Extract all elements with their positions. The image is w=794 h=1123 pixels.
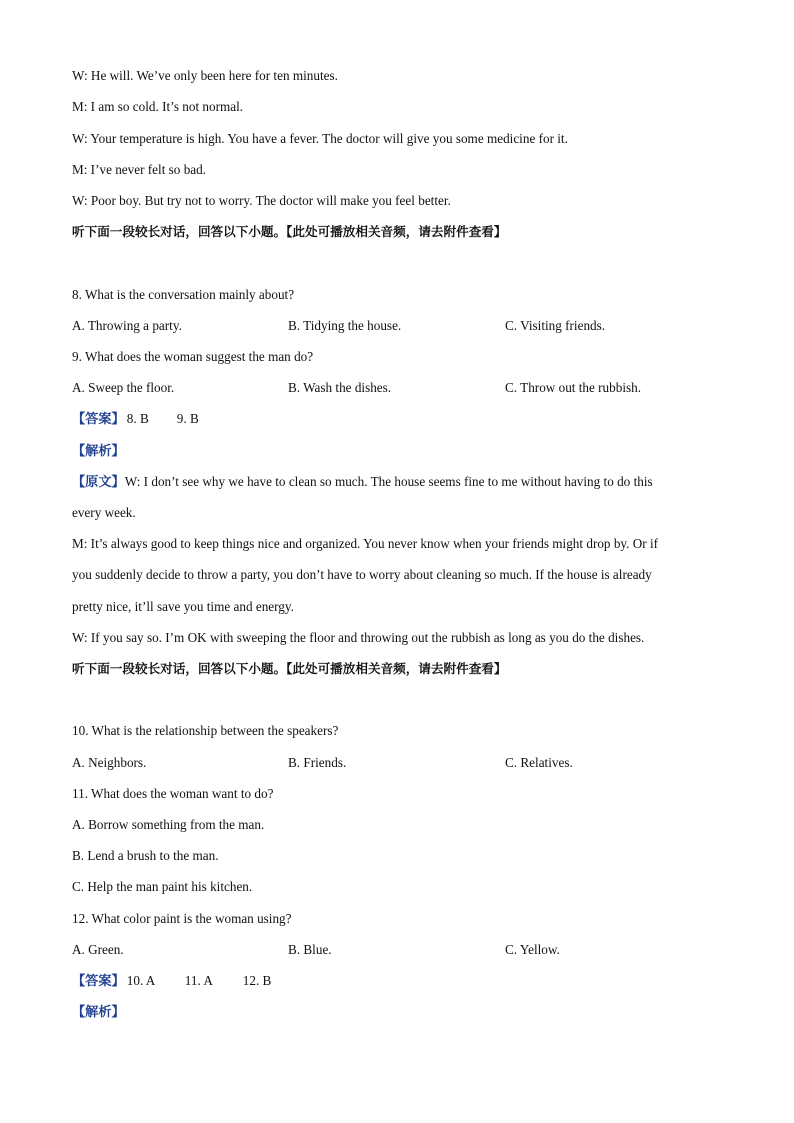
question-9: 9. What does the woman suggest the man do? <box>72 349 314 364</box>
option-b: B. Wash the dishes. <box>288 380 392 395</box>
listening-instruction: 听下面一段较长对话，回答以下小题。【此处可播放相关音频，请去附件查看】 <box>72 224 507 239</box>
option-c: C. Yellow. <box>505 942 560 957</box>
question-9-options <box>72 379 732 397</box>
analysis-label: 【解析】 <box>72 444 125 459</box>
question-10: 10. What is the relationship between the speakers? <box>72 723 339 738</box>
dialogue-line: M: I’ve never felt so bad. <box>72 162 207 177</box>
dialogue-line: W: He will. We’ve only been here for ten minutes. <box>72 68 338 83</box>
answer-item: 12. B <box>242 973 272 988</box>
option-c: C. Throw out the rubbish. <box>505 380 642 395</box>
question-11: 11. What does the woman want to do? <box>72 786 274 801</box>
answer-item: 10. A <box>126 973 156 988</box>
answer-item: 8. B <box>126 411 149 426</box>
analysis-label: 【解析】 <box>72 1005 125 1020</box>
transcript-label: 【原文】 <box>72 475 125 490</box>
answer-item: 9. B <box>176 411 199 426</box>
transcript-line: W: If you say so. I’m OK with sweeping the floor and throwing out the rubbish as long as you do the dishes. <box>72 630 645 645</box>
listening-instruction: 听下面一段较长对话，回答以下小题。【此处可播放相关音频，请去附件查看】 <box>72 661 507 676</box>
option-a: A. Borrow something from the man. <box>72 817 265 832</box>
option-a: A. Sweep the floor. <box>72 380 175 395</box>
option-a: A. Green. <box>72 942 124 957</box>
dialogue-line: W: Your temperature is high. You have a fever. The doctor will give you some medicine for it. <box>72 131 568 146</box>
question-8-options <box>72 317 732 335</box>
transcript-line <box>72 473 653 492</box>
option-b: B. Friends. <box>288 755 347 770</box>
option-c: C. Relatives. <box>505 755 573 770</box>
answer-row <box>72 972 271 990</box>
question-10-options <box>72 754 732 772</box>
answer-row <box>72 410 199 428</box>
dialogue-line: M: I am so cold. It’s not normal. <box>72 99 244 114</box>
answer-item: 11. A <box>184 973 213 988</box>
transcript-line: M: It’s always good to keep things nice and organized. You never know when your friends might drop by. Or if <box>72 536 659 551</box>
option-c: C. Visiting friends. <box>505 318 606 333</box>
option-a: A. Throwing a party. <box>72 318 182 333</box>
transcript-line: every week. <box>72 505 136 520</box>
transcript-line: pretty nice, it’ll save you time and energy. <box>72 599 294 614</box>
question-8: 8. What is the conversation mainly about? <box>72 287 295 302</box>
option-b: B. Lend a brush to the man. <box>72 848 219 863</box>
option-c: C. Help the man paint his kitchen. <box>72 879 253 894</box>
option-b: B. Blue. <box>288 942 332 957</box>
dialogue-line: W: Poor boy. But try not to worry. The doctor will make you feel better. <box>72 193 451 208</box>
transcript-text: W: I don’t see why we have to clean so much. The house seems fine to me without having to do this <box>124 474 653 489</box>
transcript-line: you suddenly decide to throw a party, you don’t have to worry about cleaning so much. If the house is already <box>72 567 652 582</box>
question-12: 12. What color paint is the woman using? <box>72 911 292 926</box>
analysis-heading <box>72 1003 125 1022</box>
option-b: B. Tidying the house. <box>288 318 402 333</box>
analysis-heading <box>72 442 125 461</box>
question-12-options <box>72 941 732 959</box>
option-a: A. Neighbors. <box>72 755 147 770</box>
answer-label: 【答案】 <box>72 974 125 989</box>
answer-label: 【答案】 <box>72 412 125 427</box>
